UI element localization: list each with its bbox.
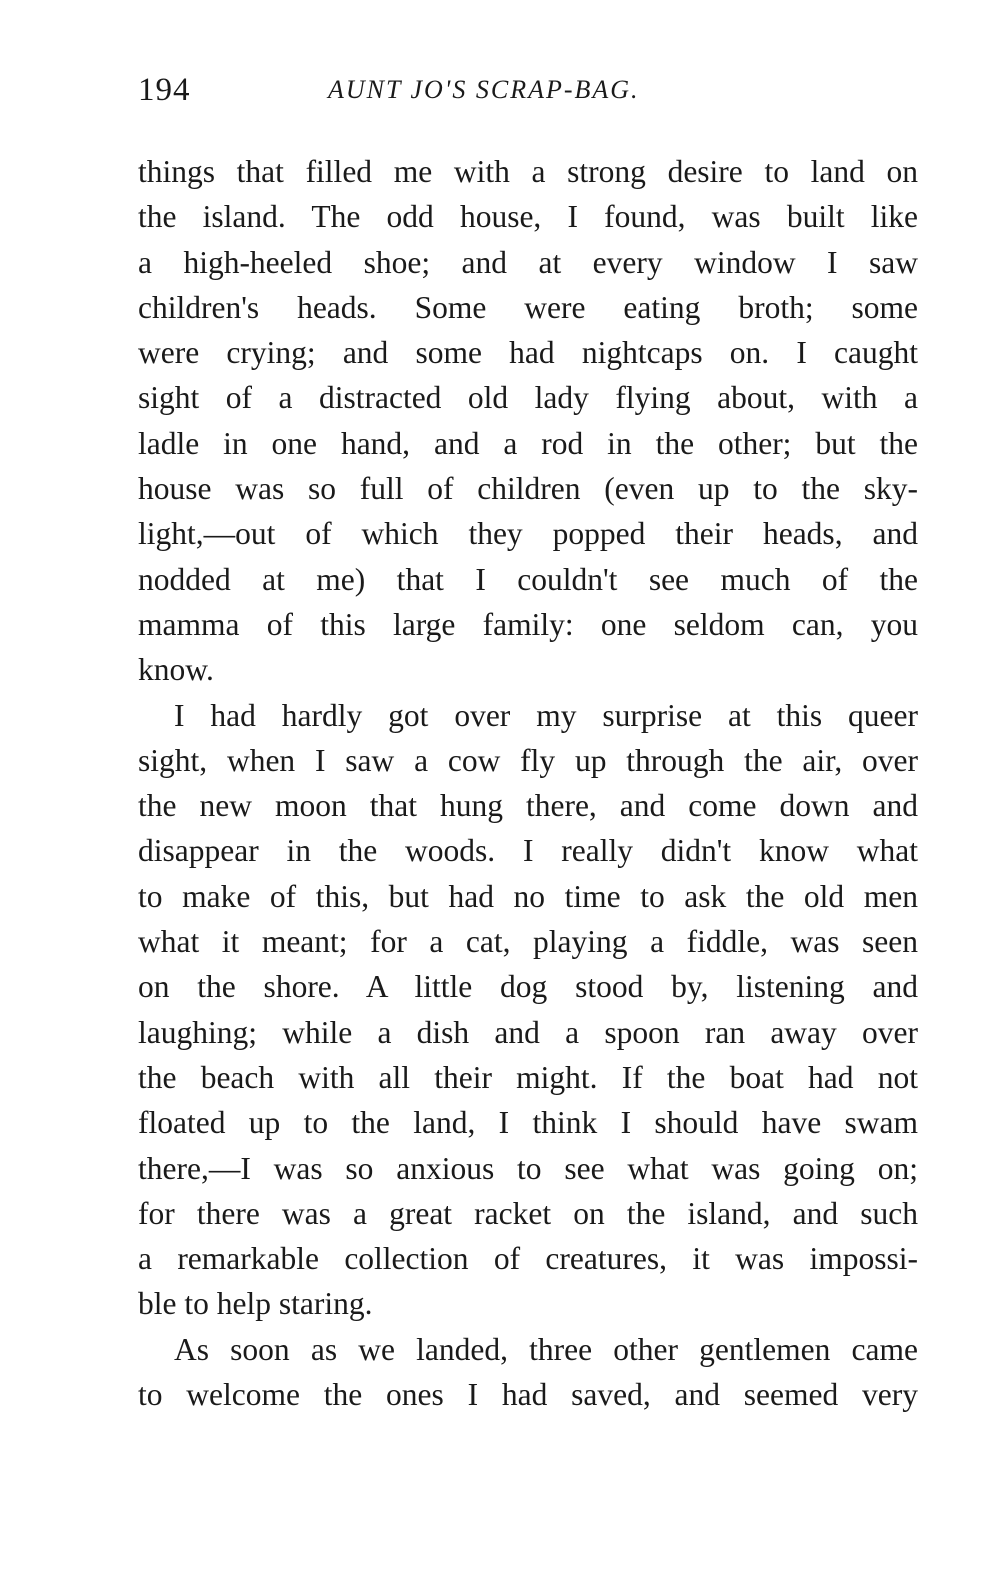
text-line: were crying; and some had nightcaps on. I caught xyxy=(138,335,918,371)
text-line: the beach with all their might. If the boat had not xyxy=(138,1059,918,1095)
text-line: As soon as we landed, three other gentlemen came xyxy=(174,1331,918,1367)
text-line: to welcome the ones I had saved, and seemed very xyxy=(138,1377,918,1413)
text-line: the island. The odd house, I found, was built like xyxy=(138,199,918,235)
text-line: things that filled me with a strong desire to land on xyxy=(138,154,918,189)
body-text xyxy=(138,149,918,1417)
text-line: laughing; while a dish and a spoon ran away over xyxy=(138,1014,918,1050)
text-line: children's heads. Some were eating broth; some xyxy=(138,289,918,325)
text-line: sight, when I saw a cow fly up through the air, over xyxy=(138,742,918,778)
text-line: there,—I was so anxious to see what was going on; xyxy=(138,1150,918,1186)
text-line: ble to help staring. xyxy=(138,1286,373,1322)
book-title: AUNT JO'S SCRAP-BAG. xyxy=(328,75,640,104)
text-line: house was so full of children (even up to the sky- xyxy=(138,471,918,507)
text-line: to make of this, but had no time to ask the old men xyxy=(138,878,918,914)
text-line: know. xyxy=(138,652,214,688)
text-line: the new moon that hung there, and come down and xyxy=(138,788,918,824)
text-line: ladle in one hand, and a rod in the other; but the xyxy=(138,425,918,461)
text-line: mamma of this large family: one seldom can, you xyxy=(138,606,918,642)
text-line: floated up to the land, I think I should have swam xyxy=(138,1105,918,1141)
text-line: a remarkable collection of creatures, it was impossi- xyxy=(138,1241,918,1277)
text-line: a high-heeled shoe; and at every window I saw xyxy=(138,244,918,280)
page-number: 194 xyxy=(138,72,191,108)
text-line: I had hardly got over my surprise at this queer xyxy=(174,697,918,733)
text-line: disappear in the woods. I really didn't know what xyxy=(138,833,918,869)
text-line: on the shore. A little dog stood by, listening and xyxy=(138,969,918,1005)
text-line: for there was a great racket on the island, and such xyxy=(138,1195,918,1231)
text-line: sight of a distracted old lady flying about, with a xyxy=(138,380,918,416)
text-line: nodded at me) that I couldn't see much of the xyxy=(138,561,918,597)
text-line: what it meant; for a cat, playing a fiddle, was seen xyxy=(138,924,918,960)
running-head xyxy=(138,70,918,110)
text-line: light,—out of which they popped their heads, and xyxy=(138,516,918,552)
